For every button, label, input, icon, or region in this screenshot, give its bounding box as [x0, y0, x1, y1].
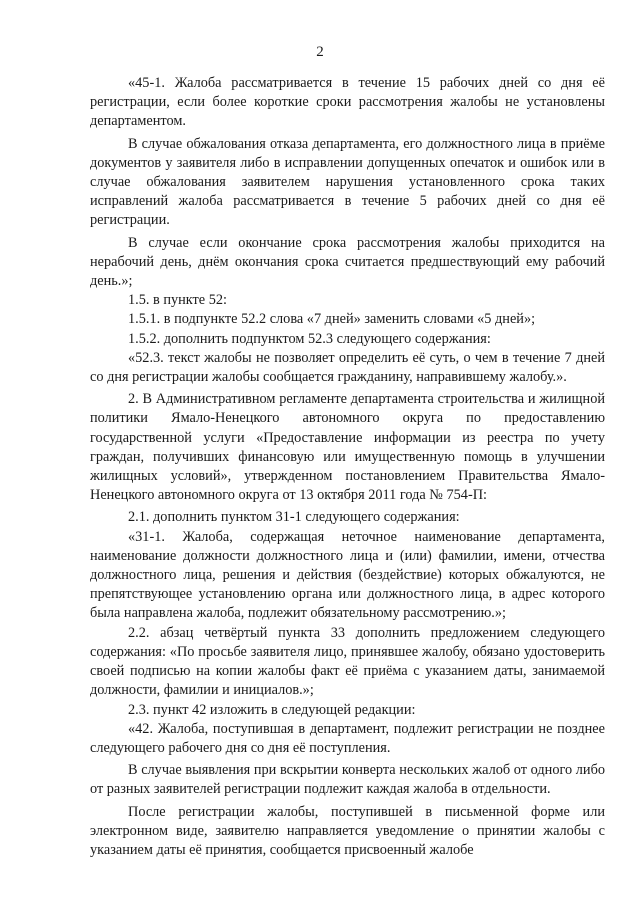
page-number: 2 — [316, 44, 324, 60]
paragraph-42: «42. Жалоба, поступившая в департамент, подлежит регистрации не позднее следующего рабочего дня со дня её поступления. — [90, 720, 605, 756]
paragraph-2-3: 2.3. пункт 42 изложить в следующей редакции: — [128, 701, 416, 718]
paragraph-section-2: 2. В Административном регламенте департамента строительства и жилищной политики Ямало-Ненецкого автономного округа по предоставлению государственной услуги «Предоставление информации из реестра по учету граждан, получивших финансовую или имущественную помощь в улучшении жилищных условий», утвержденном постановлением Правительства Ямало-Ненецкого автономного округа от 13 октября 2011 года № 754-П: — [90, 391, 605, 504]
paragraph-nonworking-day: В случае если окончание срока рассмотрения жалобы приходится на нерабочий день, днём окончания срока считается предшествующий ему рабочий день.»; — [90, 234, 605, 290]
paragraph-1-5: 1.5. в пункте 52: — [128, 292, 227, 309]
paragraph-31-1: «31-1. Жалоба, содержащая неточное наименование департамента, наименование должности должностного лица и (или) фамилии, имени, отчества должностного лица, решения и действия (бездействие) которых обжалуются, не препятствующее установлению органа или должностного лица, в адрес которого была направлена жалоба, подлежит обязательному рассмотрению.»; — [90, 528, 605, 622]
document-body — [90, 74, 605, 860]
paragraph-after-registration: После регистрации жалобы, поступившей в письменной форме или электронном виде, заявителю направляется уведомление о принятии жалобы с указанием даты её принятия, сообщается присвоенный жалобе — [90, 803, 605, 858]
paragraph-45-1: «45-1. Жалоба рассматривается в течение 15 рабочих дней со дня её регистрации, если более короткие сроки рассмотрения жалобы не установлены департаментом. — [90, 75, 605, 130]
paragraph-1-5-1: 1.5.1. в подпункте 52.2 слова «7 дней» заменить словами «5 дней»; — [128, 311, 536, 328]
paragraph-2-2: 2.2. абзац четвёртый пункта 33 дополнить предложением следующего содержания: «По просьбе заявителя лицо, принявшее жалобу, обязано удостоверить своей подписью на копии жалобы факт её приёма с указанием даты, занимаемой должности, фамилии и инициалов.»; — [90, 624, 605, 699]
paragraph-appeal-refusal: В случае обжалования отказа департамента, его должностного лица в приёме документов у заявителя либо в исправлении допущенных опечаток и ошибок или в случае обжалования заявителем нарушения установленного срока таких исправлений жалоба рассматривается в течение 5 рабочих дней со дня её регистрации. — [90, 135, 605, 229]
paragraph-multiple-complaints: В случае выявления при вскрытии конверта нескольких жалоб от одного либо от разных заявителей регистрации подлежит каждая жалоба в отдельности. — [90, 762, 605, 798]
paragraph-1-5-2: 1.5.2. дополнить подпунктом 52.3 следующего содержания: — [128, 330, 491, 347]
paragraph-52-3: «52.3. текст жалобы не позволяет определить её суть, о чем в течение 7 дней со дня регистрации жалобы сообщается гражданину, направившему жалобу.». — [90, 349, 605, 386]
paragraph-2-1: 2.1. дополнить пунктом 31-1 следующего содержания: — [128, 509, 460, 526]
